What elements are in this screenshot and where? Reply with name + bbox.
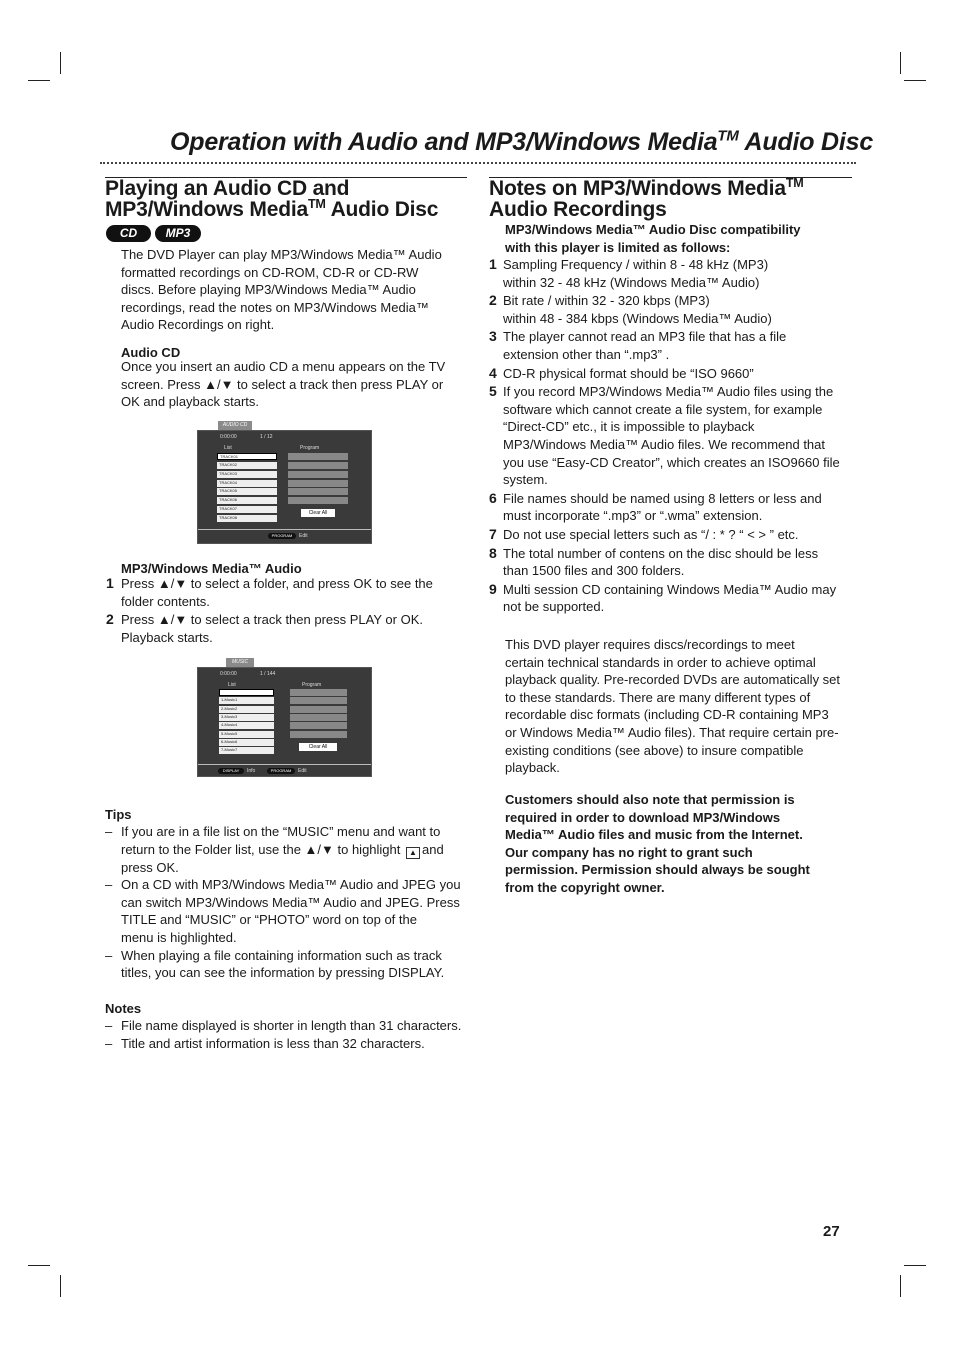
list-item[interactable]: TRACK08	[217, 515, 277, 522]
crop-mark	[28, 80, 50, 81]
tip-item: – If you are in a file list on the “MUSIC” menu and want to return to the Folder list, use the ▲/▼ to highlight ▲ and press OK.	[105, 824, 444, 875]
step-number: 1	[106, 575, 114, 591]
list-item[interactable]: 5-Music5	[219, 731, 274, 738]
permission-paragraph: Customers should also note that permission is required in order to download MP3/Windows Media™ Audio files and music from the Internet. Our company has no right to grant such permission. Permission should always be sought from the copyright owner.	[505, 792, 810, 895]
list-item[interactable]: 3-Music3	[219, 714, 274, 721]
list-item: 5 If you record MP3/Windows Media™ Audio files using the software which cannot create a file system, for example “Direct-CD” etc., it is impossible to playback MP3/Windows Media™ Audio files. We recommend that you use “Easy-CD Creator”, which creates an ISO9660 file system.	[489, 383, 840, 488]
list-item[interactable]: TRACK05	[217, 488, 277, 495]
list-item: 7 Do not use special letters such as “/ : * ? “ < > ” etc.	[489, 525, 799, 542]
program-slot	[290, 706, 347, 713]
list-item: 2 Bit rate / within 32 - 320 kbps (MP3) within 48 - 384 kbps (Windows Media™ Audio)	[489, 292, 772, 326]
edit-label: Edit	[299, 533, 308, 539]
tip-item: – When playing a file containing information such as track titles, you can see the information by pressing DISPLAY.	[105, 947, 445, 981]
list-item[interactable]: 4-Music4	[219, 722, 274, 729]
screen-tab: MUSIC	[226, 658, 254, 667]
crop-mark	[60, 1275, 61, 1297]
tip-item: – On a CD with MP3/Windows Media™ Audio and JPEG you can switch MP3/Windows Media™ Audio and JPEG. Press TITLE and “MUSIC” or “PHOTO” word on top of the menu is highlighted.	[105, 877, 461, 945]
screen-counter: 1 / 12	[260, 434, 273, 440]
note-item: – Title and artist information is less than 32 characters.	[105, 1035, 425, 1051]
program-slot	[290, 689, 347, 696]
intro-paragraph: The DVD Player can play MP3/Windows Media™ Audio formatted recordings on CD-ROM, CD-R or CD-RW discs. Before playing MP3/Windows Media™ Audio recordings, read the notes on MP3/Windows Media™ Audio Recordings on right.	[121, 247, 442, 333]
list-item: 3 The player cannot read an MP3 file that has a file extension other than “.mp3” .	[489, 328, 787, 362]
list-item[interactable]: TRACK04	[217, 480, 277, 487]
music-menu-screenshot	[197, 659, 372, 777]
program-slot	[290, 722, 347, 729]
compat-intro: MP3/Windows Media™ Audio Disc compatibility with this player is limited as follows:	[505, 222, 801, 255]
notes-heading: Notes	[105, 1001, 142, 1016]
list-item: 1 Sampling Frequency / within 8 - 48 kHz (MP3) within 32 - 48 kHz (Windows Media™ Audio)	[489, 256, 769, 290]
list-item: 4 CD-R physical format should be “ISO 9660”	[489, 364, 754, 381]
program-slot	[290, 731, 347, 738]
crop-mark	[28, 1265, 50, 1266]
tips-heading: Tips	[105, 807, 132, 822]
step-number: 2	[106, 611, 114, 627]
crop-mark	[60, 52, 61, 74]
program-label: Program	[302, 682, 322, 688]
list-item[interactable]: 7-Music7	[219, 747, 274, 754]
program-slot	[290, 697, 347, 704]
screen-divider	[198, 764, 371, 765]
list-item[interactable]: 2-Music2	[219, 706, 274, 713]
program-slot	[288, 462, 348, 469]
screen-time: 0:00:00	[220, 671, 237, 677]
list-item[interactable]: TRACK06	[217, 497, 277, 504]
folder-up-item[interactable]	[219, 689, 274, 696]
right-section-heading: Notes on MP3/Windows Media™ Audio Recordings	[489, 176, 804, 221]
screen-tab: AUDIO CD	[218, 421, 252, 430]
tips-list	[105, 823, 470, 982]
screen-divider	[198, 529, 371, 530]
list-item: 9 Multi session CD containing Windows Media™ Audio may not be supported.	[489, 580, 837, 615]
list-item[interactable]: TRACK01	[217, 453, 277, 460]
program-slot	[288, 497, 348, 504]
audio-cd-heading: Audio CD	[121, 345, 181, 360]
standards-paragraph: This DVD player requires discs/recordings to meet certain technical standards in order to achieve optimal playback quality. Pre-recorded DVDs are automatically set to these standards. There are many different types of recordable disc formats (including CD-R containing MP3 or Windows Media™ Audio files). That require certain pre- existing conditions (see above) to insure compatible playback.	[505, 637, 841, 776]
list-label: List	[224, 445, 232, 451]
mp3-step: Press ▲/▼ to select a track then press PLAY or OK. Playback starts.	[121, 612, 423, 645]
audio-cd-paragraph: Once you insert an audio CD a menu appears on the TV screen. Press ▲/▼ to select a track then press PLAY or OK and playback starts.	[121, 359, 446, 410]
program-label: Program	[300, 445, 320, 451]
title-divider	[100, 162, 856, 164]
list-item[interactable]: 6-Music6	[219, 739, 274, 746]
left-section-heading: Playing an Audio CD and MP3/Windows Media™ Audio Disc	[105, 177, 439, 221]
crop-mark	[904, 1265, 926, 1266]
program-slot	[290, 714, 347, 721]
crop-mark	[900, 1275, 901, 1297]
edit-label: Edit	[298, 768, 307, 774]
display-pill: DISPLAY	[218, 768, 244, 774]
note-item: – File name displayed is shorter in length than 31 characters.	[105, 1018, 462, 1033]
program-pill: PROGRAM	[268, 533, 296, 539]
page-title: Operation with Audio and MP3/Windows Media™ Audio Disc	[170, 127, 874, 156]
mp3-step: Press ▲/▼ to select a folder, and press OK to see the folder contents.	[121, 576, 433, 609]
mp3-badge: MP3	[155, 225, 201, 242]
compat-list	[489, 256, 854, 616]
cd-badge: CD	[106, 225, 151, 242]
program-slot	[288, 453, 348, 460]
screen-counter: 1 / 144	[260, 671, 276, 677]
list-item[interactable]: TRACK02	[217, 462, 277, 469]
list-label: List	[228, 682, 236, 688]
clear-all-button[interactable]: Clear All	[301, 509, 335, 517]
list-item[interactable]: TRACK03	[217, 471, 277, 478]
notes-list	[105, 1017, 475, 1052]
program-slot	[288, 488, 348, 495]
mp3-audio-heading: MP3/Windows Media™ Audio	[121, 561, 302, 576]
crop-mark	[904, 80, 926, 81]
program-pill: PROGRAM	[267, 768, 295, 774]
folder-up-icon: ▲	[406, 847, 420, 859]
screen-time: 0:00:00	[220, 434, 237, 440]
crop-mark	[900, 52, 901, 74]
clear-all-button[interactable]: Clear All	[299, 743, 337, 751]
program-slot	[288, 471, 348, 478]
audio-cd-menu-screenshot	[197, 422, 372, 544]
list-item: 6 File names should be named using 8 letters or less and must incorporate “.mp3” or “.wma” extension.	[489, 489, 822, 524]
info-label: Info	[247, 768, 256, 774]
page-number: 27	[823, 1223, 840, 1240]
list-item: 8 The total number of contens on the disc should be less than 1500 files and 300 folders.	[489, 544, 819, 579]
list-item[interactable]: 1-Music1	[219, 697, 274, 704]
list-item[interactable]: TRACK07	[217, 506, 277, 513]
program-slot	[288, 480, 348, 487]
